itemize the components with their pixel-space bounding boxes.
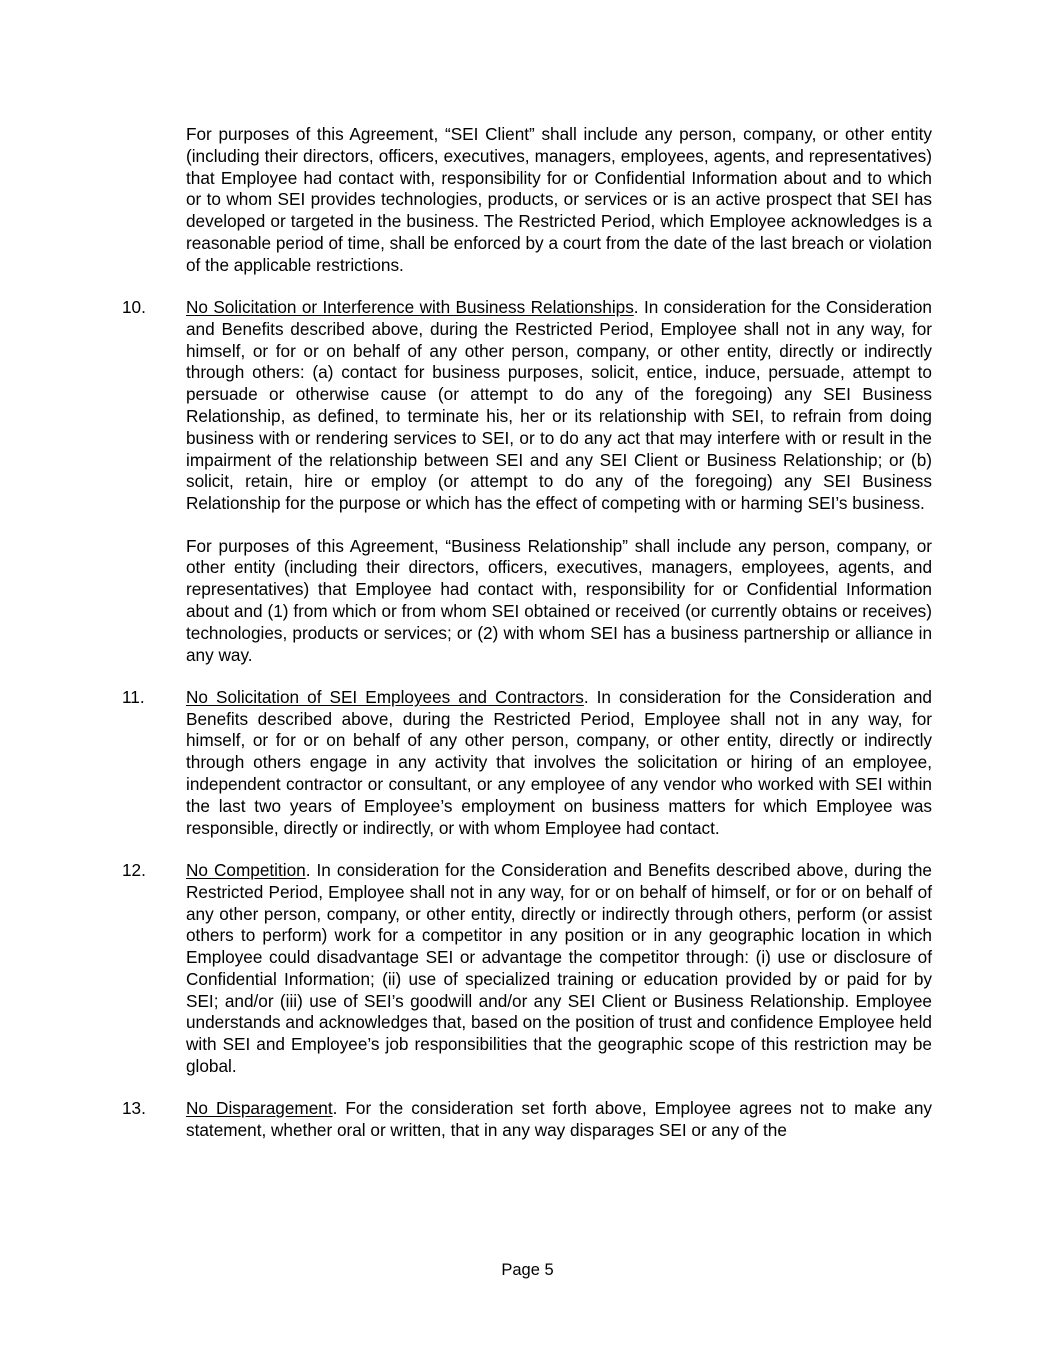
section-text: . In consideration for the Consideration and Benefits described above, during the Restricted Period, Employee shall not in any way, for himself, or for or on behalf of any other person, company, or other entity, directly or indirectly through others engage in any activity that involves the solicitation or hiring of an employee, independent contractor or consultant, or any employee of any vendor who worked with SEI within the last two years of Employee’s employment on business matters for which Employee was responsible, directly or indirectly, or with whom Employee had contact. xyxy=(186,686,932,838)
section-11 xyxy=(122,687,932,840)
section-body xyxy=(186,860,932,1078)
document-body xyxy=(122,124,932,1162)
section-body xyxy=(186,297,932,666)
section-text: . In consideration for the Consideration and Benefits described above, during the Restricted Period, Employee shall not in any way, for or on behalf of himself, or for or on behalf of any other person, company, or other entity, directly or indirectly through others, perform (or assist others to perform) work for a competitor in any position or in any geographic location in which Employee could disadvantage SEI or advantage the competitor through: (i) use or disclosure of Confidential Information; (ii) use of specialized training or education provided by or paid for by SEI; and/or (iii) use of SEI’s goodwill and/or any SEI Client or Business Relationship. Employee understands and acknowledges that, based on the position of trust and confidence Employee held with SEI and Employee’s job responsibilities that the geographic scope of this restriction may be global. xyxy=(186,859,932,1077)
section-number: 11. xyxy=(122,686,145,707)
page-number: Page 5 xyxy=(501,1261,554,1279)
section-heading: No Disparagement xyxy=(186,1098,333,1119)
intro-paragraph: For purposes of this Agreement, “SEI Client” shall include any person, company, or other entity (including their directors, officers, executives, managers, employees, agents, and representatives) that Employee had contact with, responsibility for or Confidential Information about and to which or to whom SEI provides technologies, products, or services or is an active prospect that SEI has developed or targeted in the business. The Restricted Period, which Employee acknowledges is a reasonable period of time, shall be enforced by a court from the date of the last breach or violation of the applicable restrictions. xyxy=(186,124,932,275)
section-10 xyxy=(122,297,932,666)
section-sub-paragraph: For purposes of this Agreement, “Business Relationship” shall include any person, company, or other entity (including their directors, officers, executives, managers, employees, agents, and representatives) that Employee had contact with, responsibility for or Confidential Information about and (1) from which or from whom SEI obtained or received (or currently obtains or receives) technologies, products or services; or (2) with whom SEI has a business partnership or alliance in any way. xyxy=(186,535,932,665)
section-number: 12. xyxy=(122,859,146,880)
section-heading: No Competition xyxy=(186,859,306,880)
section-text: . In consideration for the Consideration and Benefits described above, during the Restricted Period, Employee shall not in any way, for himself, or for or on behalf of any other person, company, or other entity, directly or indirectly through others: (a) contact for business purposes, solicit, entice, induce, persuade, attempt to persuade or otherwise cause (or attempt to do any of the foregoing) any SEI Business Relationship, as defined, to terminate his, her or its relationship with SEI, to refrain from doing business with or rendering services to SEI, or to do any act that may interfere with or result in the impairment of the relationship between SEI and any SEI Client or Business Relationship; or (b) solicit, retain, hire or employ (or attempt to do any of the foregoing) any SEI Business Relationship for the purpose or which has the effect of competing with or harming SEI’s business. xyxy=(186,297,932,514)
section-13 xyxy=(122,1098,932,1142)
section-body xyxy=(186,1098,932,1142)
section-heading: No Solicitation of SEI Employees and Contractors xyxy=(186,686,584,707)
section-number: 13. xyxy=(122,1098,146,1119)
section-12 xyxy=(122,860,932,1078)
section-heading: No Solicitation or Interference with Business Relationships xyxy=(186,297,634,318)
section-number: 10. xyxy=(122,297,146,318)
section-text: . For the consideration set forth above, Employee agrees not to make any statement, whether oral or written, that in any way disparages SEI or any of the xyxy=(186,1098,932,1141)
section-body xyxy=(186,687,932,840)
